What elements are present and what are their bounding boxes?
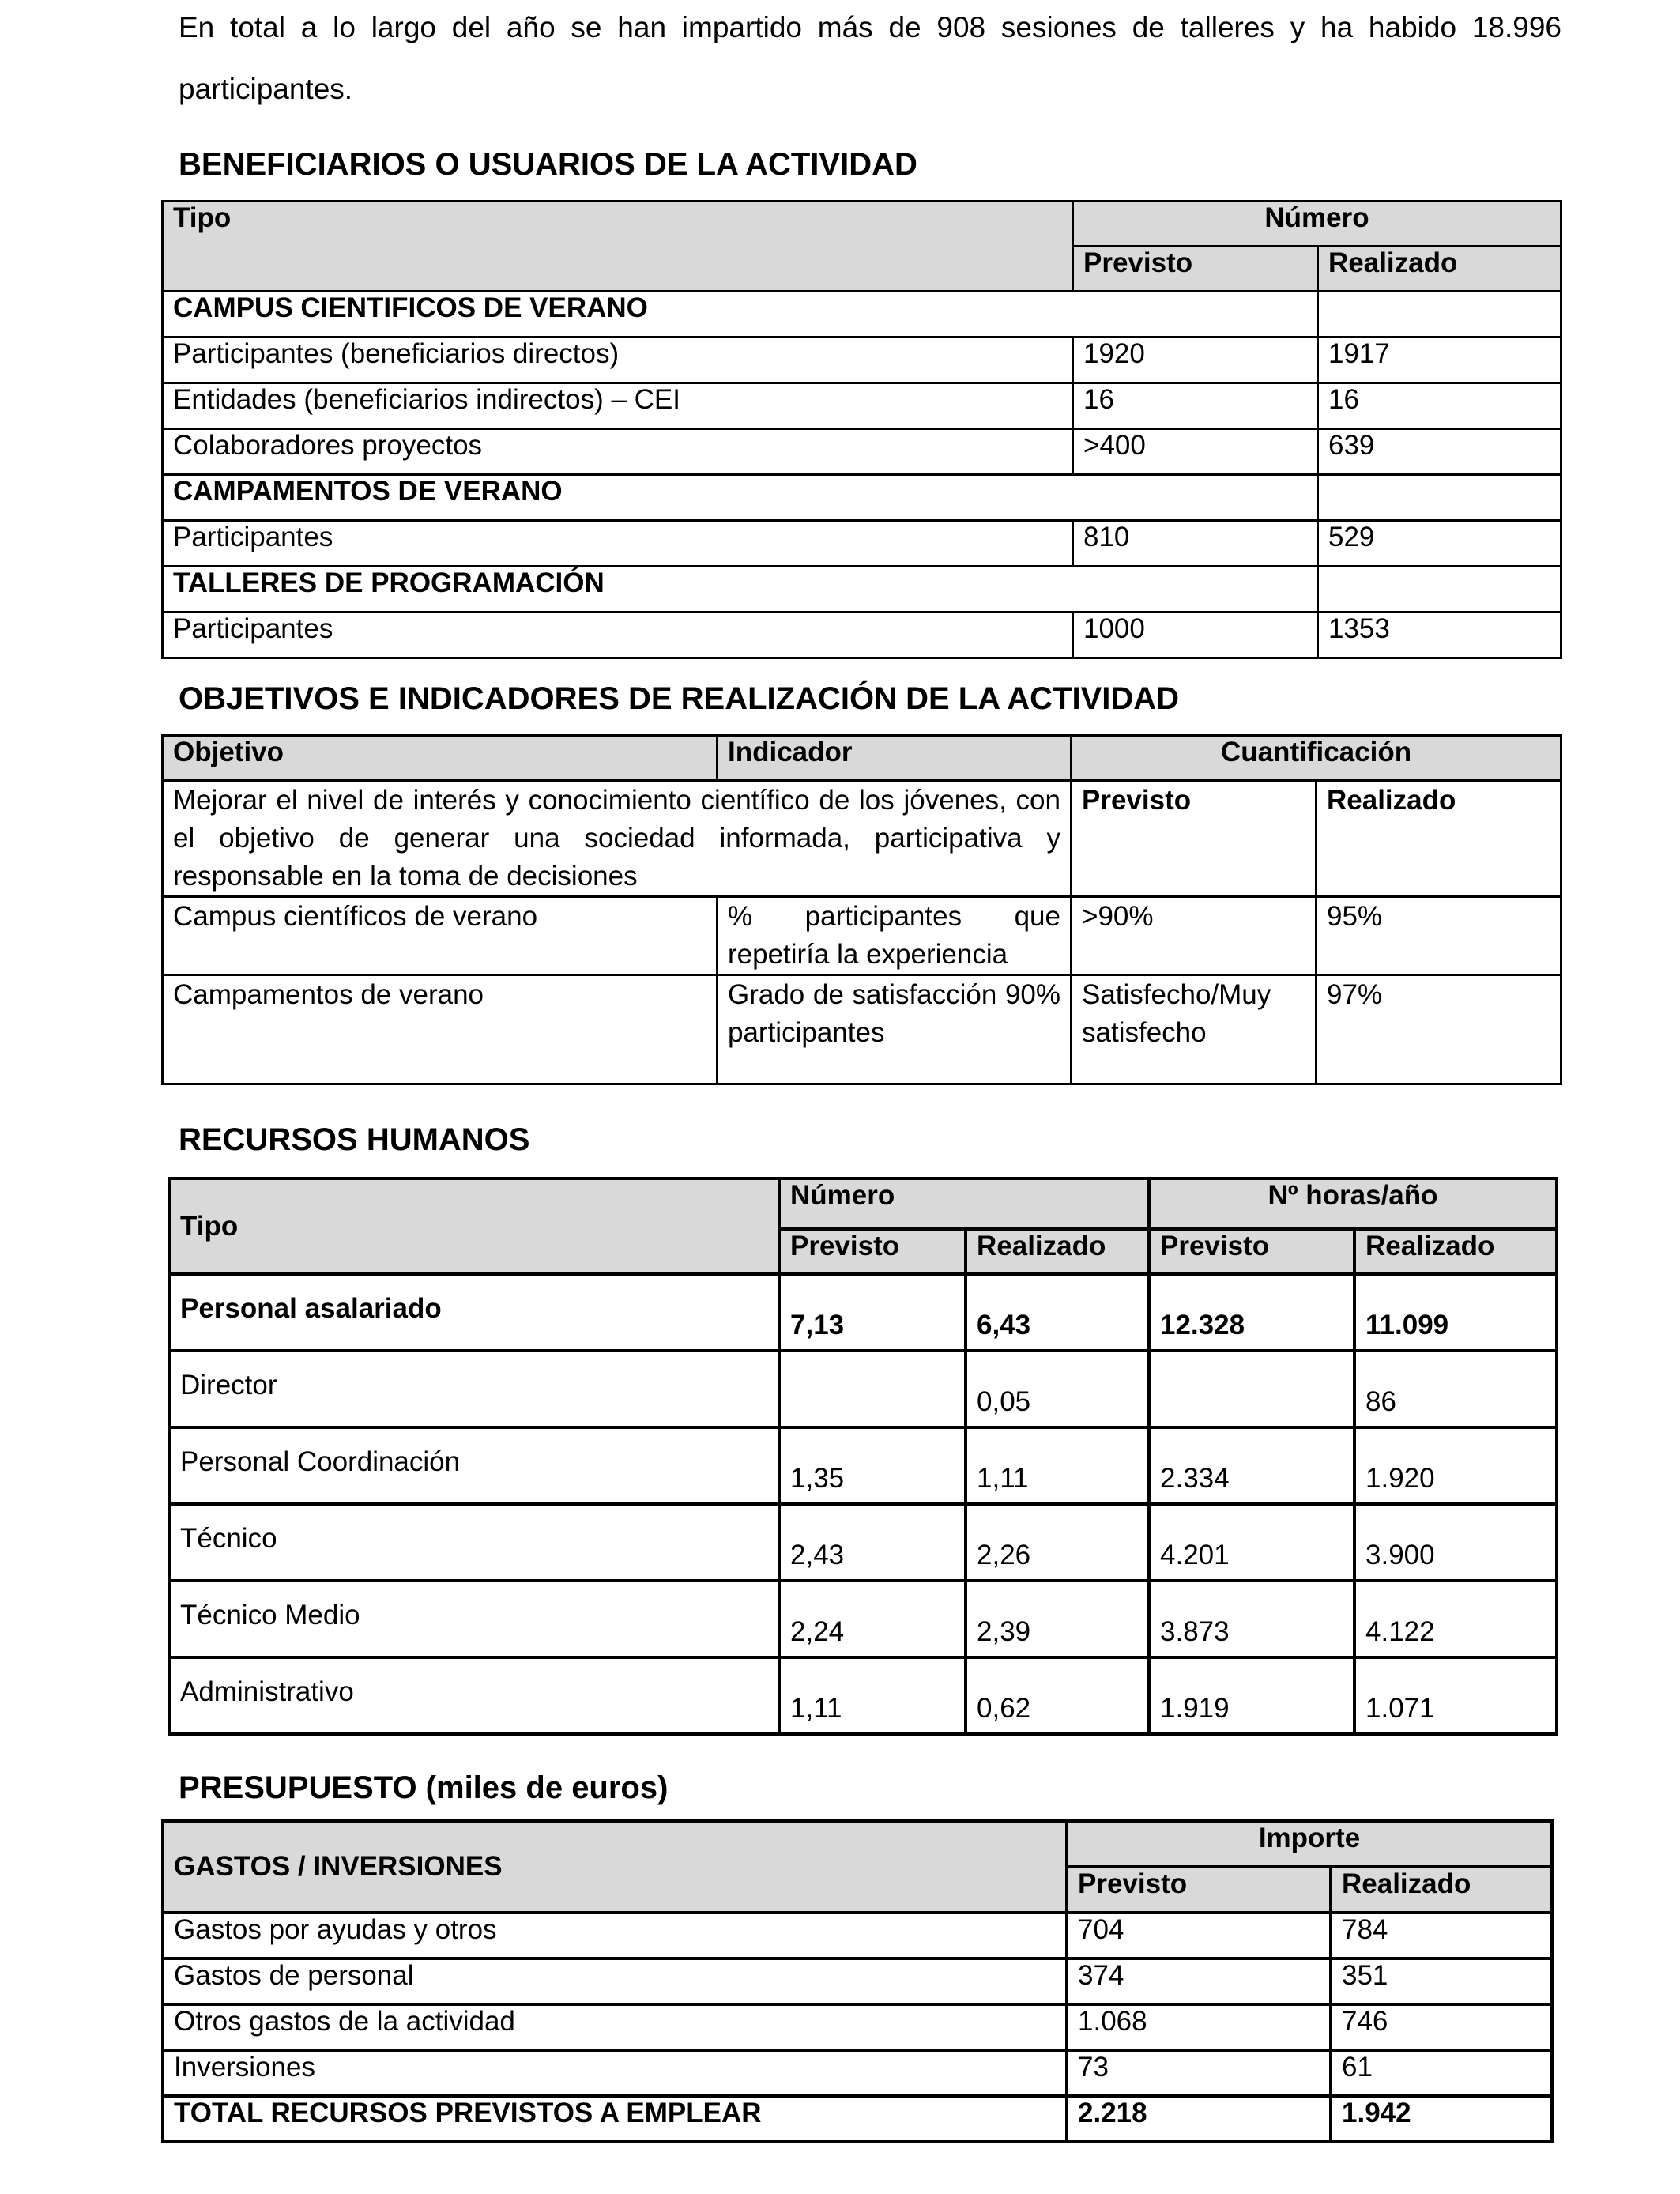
- row-indicador: % participantes que repetiría la experiencia: [718, 897, 1072, 975]
- presupuesto-table: [161, 1819, 1554, 2143]
- row-objetivo: Campus científicos de verano: [163, 897, 718, 975]
- row-num-previsto: 1,35: [779, 1427, 966, 1504]
- table-row: [163, 383, 1561, 429]
- table-row: [163, 975, 1561, 1084]
- col-realizado: Realizado: [1318, 247, 1561, 292]
- beneficiarios-title: BENEFICIARIOS O USUARIOS DE LA ACTIVIDAD: [179, 147, 917, 182]
- row-num-previsto: 7,13: [779, 1274, 966, 1351]
- row-num-realizado: 2,26: [966, 1504, 1149, 1581]
- row-realizado: 61: [1331, 2050, 1552, 2096]
- row-horas-previsto: 12.328: [1149, 1274, 1354, 1351]
- row-label: Participantes: [163, 521, 1073, 567]
- row-previsto: 810: [1073, 521, 1318, 567]
- col-previsto: Previsto: [1149, 1229, 1354, 1274]
- table-row: [163, 429, 1561, 475]
- table-row: [163, 1958, 1552, 2004]
- col-realizado: Realizado: [1331, 1867, 1552, 1913]
- row-tipo: Director: [169, 1351, 779, 1427]
- row-horas-realizado: 1.071: [1354, 1657, 1557, 1734]
- col-realizado: Realizado: [1354, 1229, 1557, 1274]
- row-horas-realizado: 3.900: [1354, 1504, 1557, 1581]
- row-horas-previsto: 4.201: [1149, 1504, 1354, 1581]
- col-numero: Número: [779, 1178, 1149, 1229]
- row-tipo: Administrativo: [169, 1657, 779, 1734]
- col-realizado: Realizado: [1317, 781, 1561, 897]
- group-heading: CAMPUS CIENTIFICOS DE VERANO: [163, 292, 1318, 337]
- row-realizado: 639: [1318, 429, 1561, 475]
- row-label: Colaboradores proyectos: [163, 429, 1073, 475]
- table-row: [169, 1657, 1557, 1734]
- total-previsto: 2.218: [1067, 2096, 1331, 2142]
- row-realizado: 746: [1331, 2004, 1552, 2050]
- table-row: [163, 2004, 1552, 2050]
- row-realizado: 16: [1318, 383, 1561, 429]
- group-heading-row: [163, 475, 1561, 521]
- row-tipo: Técnico: [169, 1504, 779, 1581]
- col-previsto: Previsto: [1067, 1867, 1331, 1913]
- col-previsto: Previsto: [779, 1229, 966, 1274]
- table-row: [163, 521, 1561, 567]
- objetivos-table: [161, 734, 1562, 1085]
- col-realizado: Realizado: [966, 1229, 1149, 1274]
- row-tipo: Personal Coordinación: [169, 1427, 779, 1504]
- row-label: Otros gastos de la actividad: [163, 2004, 1067, 2050]
- col-importe: Importe: [1067, 1821, 1552, 1867]
- row-horas-realizado: 11.099: [1354, 1274, 1557, 1351]
- table-row: [169, 1274, 1557, 1351]
- row-label: Participantes: [163, 613, 1073, 658]
- col-gastos: GASTOS / INVERSIONES: [163, 1821, 1067, 1913]
- group-heading-row: [163, 567, 1561, 613]
- row-label: Participantes (beneficiarios directos): [163, 337, 1073, 383]
- row-label: Gastos de personal: [163, 1958, 1067, 2004]
- row-tipo: Técnico Medio: [169, 1581, 779, 1657]
- row-previsto: 704: [1067, 1913, 1331, 1958]
- row-num-realizado: 2,39: [966, 1581, 1149, 1657]
- main-objective: Mejorar el nivel de interés y conocimiento científico de los jóvenes, con el objetivo de generar una sociedad informada, participativa y responsable en la toma de decisiones: [163, 781, 1072, 897]
- row-previsto: 1920: [1073, 337, 1318, 383]
- presupuesto-title: PRESUPUESTO (miles de euros): [179, 1770, 669, 1805]
- col-previsto: Previsto: [1073, 247, 1318, 292]
- row-realizado: 529: [1318, 521, 1561, 567]
- row-realizado: 95%: [1317, 897, 1561, 975]
- row-num-previsto: 2,43: [779, 1504, 966, 1581]
- total-realizado: 1.942: [1331, 2096, 1552, 2142]
- group-heading: CAMPAMENTOS DE VERANO: [163, 475, 1318, 521]
- row-label: Gastos por ayudas y otros: [163, 1913, 1067, 1958]
- row-num-realizado: 0,05: [966, 1351, 1149, 1427]
- table-row: [169, 1351, 1557, 1427]
- row-previsto: Satisfecho/Muy satisfecho: [1072, 975, 1317, 1084]
- group-heading-row: [163, 292, 1561, 337]
- row-horas-previsto: 1.919: [1149, 1657, 1354, 1734]
- beneficiarios-table: [161, 200, 1562, 659]
- row-num-realizado: 1,11: [966, 1427, 1149, 1504]
- row-horas-previsto: [1149, 1351, 1354, 1427]
- col-numero: Número: [1073, 202, 1561, 247]
- row-label: Entidades (beneficiarios indirectos) – CEI: [163, 383, 1073, 429]
- row-previsto: >400: [1073, 429, 1318, 475]
- table-row: [169, 1504, 1557, 1581]
- row-num-previsto: [779, 1351, 966, 1427]
- col-previsto: Previsto: [1072, 781, 1317, 897]
- col-horas: Nº horas/año: [1149, 1178, 1557, 1229]
- intro-paragraph: En total a lo largo del año se han impartido más de 908 sesiones de talleres y ha habido 18.996 participantes.: [179, 11, 1561, 105]
- row-realizado: 351: [1331, 1958, 1552, 2004]
- table-row: [163, 613, 1561, 658]
- col-objetivo: Objetivo: [163, 736, 718, 781]
- row-previsto: 1.068: [1067, 2004, 1331, 2050]
- row-previsto: 16: [1073, 383, 1318, 429]
- row-previsto: 374: [1067, 1958, 1331, 2004]
- col-indicador: Indicador: [718, 736, 1072, 781]
- total-row: [163, 2096, 1552, 2142]
- row-previsto: >90%: [1072, 897, 1317, 975]
- row-num-previsto: 2,24: [779, 1581, 966, 1657]
- col-tipo: Tipo: [169, 1178, 779, 1274]
- row-realizado: 1917: [1318, 337, 1561, 383]
- recursos-title: RECURSOS HUMANOS: [179, 1122, 530, 1157]
- recursos-table: [168, 1177, 1558, 1736]
- table-row: [163, 1913, 1552, 1958]
- row-num-previsto: 1,11: [779, 1657, 966, 1734]
- row-previsto: 73: [1067, 2050, 1331, 2096]
- row-horas-previsto: 3.873: [1149, 1581, 1354, 1657]
- total-label: TOTAL RECURSOS PREVISTOS A EMPLEAR: [163, 2096, 1067, 2142]
- row-label: Inversiones: [163, 2050, 1067, 2096]
- table-row: [169, 1581, 1557, 1657]
- col-cuantificacion: Cuantificación: [1072, 736, 1561, 781]
- table-row: [163, 337, 1561, 383]
- row-realizado: 1353: [1318, 613, 1561, 658]
- row-indicador: Grado de satisfacción 90% participantes: [718, 975, 1072, 1084]
- col-tipo: Tipo: [163, 202, 1073, 292]
- row-realizado: 784: [1331, 1913, 1552, 1958]
- table-row: [163, 897, 1561, 975]
- row-horas-realizado: 4.122: [1354, 1581, 1557, 1657]
- table-row: [163, 2050, 1552, 2096]
- table-row: [169, 1427, 1557, 1504]
- row-tipo: Personal asalariado: [169, 1274, 779, 1351]
- row-horas-previsto: 2.334: [1149, 1427, 1354, 1504]
- row-num-realizado: 6,43: [966, 1274, 1149, 1351]
- row-previsto: 1000: [1073, 613, 1318, 658]
- row-horas-realizado: 1.920: [1354, 1427, 1557, 1504]
- row-realizado: 97%: [1317, 975, 1561, 1084]
- row-num-realizado: 0,62: [966, 1657, 1149, 1734]
- group-heading: TALLERES DE PROGRAMACIÓN: [163, 567, 1318, 613]
- row-horas-realizado: 86: [1354, 1351, 1557, 1427]
- objetivos-title: OBJETIVOS E INDICADORES DE REALIZACIÓN DE LA ACTIVIDAD: [179, 681, 1180, 716]
- row-objetivo: Campamentos de verano: [163, 975, 718, 1084]
